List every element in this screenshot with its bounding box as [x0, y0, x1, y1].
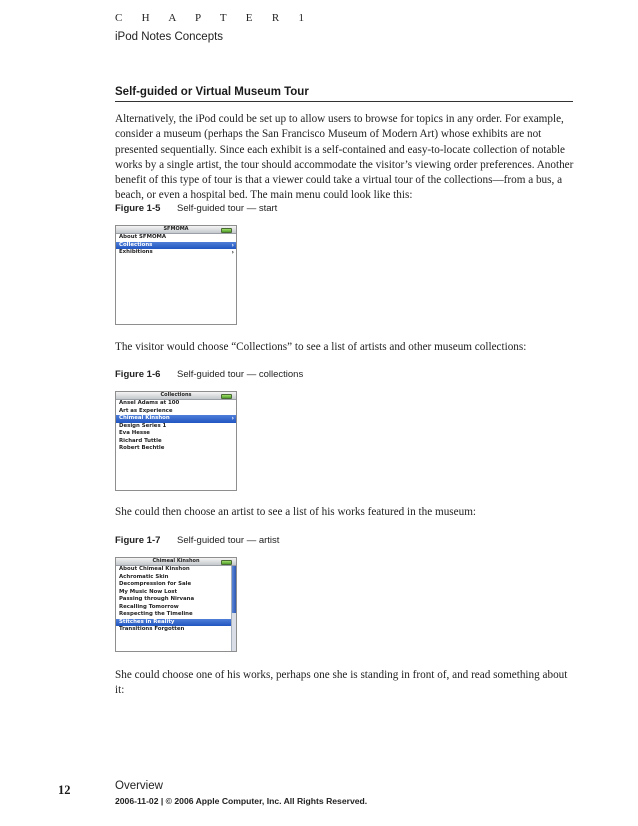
ipod-title-bar [116, 558, 236, 566]
menu-item-art-as-experience[interactable] [116, 408, 236, 416]
menu-item-stitches-reality[interactable] [116, 619, 231, 627]
menu-item-achromatic-skin[interactable] [116, 574, 231, 582]
menu-item-label: Achromatic Skin [119, 573, 169, 580]
menu-item-about-chimeal[interactable] [116, 566, 231, 574]
chevron-right-icon: › [231, 241, 234, 249]
menu-item-transitions-forgotten[interactable] [116, 626, 231, 634]
menu-item-label: Eva Hesse [119, 430, 150, 436]
ipod-screen-start [115, 225, 237, 325]
figure-number: Figure 1-7 [115, 535, 161, 546]
menu-item-label: About SFMOMA [119, 234, 167, 240]
work-paragraph: She could choose one of his works, perhaps one she is standing in front of, and read something about it: [115, 669, 568, 697]
chevron-right-icon: › [231, 249, 234, 256]
battery-icon [221, 394, 232, 400]
figure-caption-text: Self-guided tour — collections [177, 369, 304, 380]
menu-item-robert-bechtle[interactable] [116, 445, 236, 453]
chapter-label: C H A P T E R 1 [115, 12, 313, 24]
chapter-title: iPod Notes Concepts [115, 31, 224, 43]
menu-item-label: Recalling Tomorrow [119, 603, 179, 610]
figure-caption-1-6 [115, 369, 303, 380]
battery-icon [221, 228, 232, 234]
menu-item-chimeal-kinshon[interactable] [116, 415, 236, 423]
menu-item-respecting-timeline[interactable] [116, 611, 231, 619]
menu-item-label: Ansel Adams at 100 [119, 400, 180, 406]
figure-caption-1-7 [115, 535, 279, 546]
artist-paragraph: She could then choose an artist to see a list of his works featured in the museum: [115, 506, 477, 518]
menu-item-label: Collections [119, 241, 153, 248]
menu-item-exhibitions[interactable] [116, 249, 236, 257]
menu-item-design-series[interactable] [116, 423, 236, 431]
scroll-thumb[interactable] [232, 566, 236, 613]
section-heading: Self-guided or Virtual Museum Tour [115, 86, 573, 102]
ipod-title-bar [116, 392, 236, 400]
menu-item-label: Transitions Forgotten [119, 626, 185, 632]
ipod-screen-title: Chimeal Kinshon [152, 558, 200, 564]
figure-number: Figure 1-6 [115, 369, 161, 380]
menu-item-label: Decompression for Sale [119, 581, 192, 587]
menu-item-my-music[interactable] [116, 589, 231, 597]
chevron-right-icon: › [231, 415, 234, 422]
menu-item-about-sfmoma[interactable] [116, 234, 236, 242]
menu-item-richard-tuttle[interactable] [116, 438, 236, 446]
ipod-title-bar [116, 226, 236, 234]
ipod-screen-artist [115, 557, 237, 652]
figure-caption-text: Self-guided tour — start [177, 203, 278, 214]
menu-item-ansel-adams[interactable] [116, 400, 236, 408]
menu-item-label: Passing through Nirvana [119, 596, 195, 602]
menu-item-decompression[interactable] [116, 581, 231, 589]
figure-caption-text: Self-guided tour — artist [177, 535, 280, 546]
menu-item-recalling-tomorrow[interactable] [116, 604, 231, 612]
page-number: 12 [58, 783, 71, 797]
menu-item-label: Chimeal Kinshon [119, 415, 170, 421]
menu-item-label: Stitches in Reality [119, 618, 175, 625]
figure-caption-1-5 [115, 203, 277, 214]
collections-paragraph: The visitor would choose “Collections” to see a list of artists and other museum collections: [115, 341, 527, 353]
footer-section: Overview [115, 780, 163, 792]
ipod-screen-title: SFMOMA [163, 226, 189, 232]
menu-item-label: My Music Now Lost [119, 588, 178, 595]
menu-item-label: Art as Experience [119, 407, 173, 414]
ipod-screen-title: Collections [160, 392, 192, 398]
figure-number: Figure 1-5 [115, 203, 161, 214]
ipod-menu-list [116, 566, 231, 634]
ipod-menu-list [116, 400, 236, 453]
footer-copyright: 2006-11-02 | © 2006 Apple Computer, Inc. All Rights Reserved. [115, 796, 368, 806]
menu-item-label: Richard Tuttle [119, 437, 162, 444]
menu-item-label: About Chimeal Kinshon [119, 566, 190, 572]
menu-item-label: Design Series 1 [119, 422, 167, 429]
ipod-scrollbar[interactable] [231, 566, 236, 651]
menu-item-label: Exhibitions [119, 249, 153, 255]
menu-item-label: Robert Bechtle [119, 445, 165, 451]
ipod-menu-list [116, 234, 236, 257]
intro-paragraph: Alternatively, the iPod could be set up to allow users to browse for topics in any order. For example, consider a museum (perhaps the San Francisco Museum of Modern Art) whose exhibits are not presented sequentially. Since each exhibit is a self-contained and easy-to-locate collection of notable works by a single artist, the tour should accommodate the visitor’s viewing order preferences. Another benefit of this type of tour is that a viewer could take a virtual tour of the collections—from a bus, a beach, or even a hospital bed. The main menu could look like this: [115, 113, 574, 202]
ipod-screen-collections [115, 391, 237, 491]
menu-item-label: Respecting the Timeline [119, 611, 193, 617]
menu-item-collections[interactable] [116, 242, 236, 250]
menu-item-passing-nirvana[interactable] [116, 596, 231, 604]
battery-icon [221, 560, 232, 566]
menu-item-eva-hesse[interactable] [116, 430, 236, 438]
